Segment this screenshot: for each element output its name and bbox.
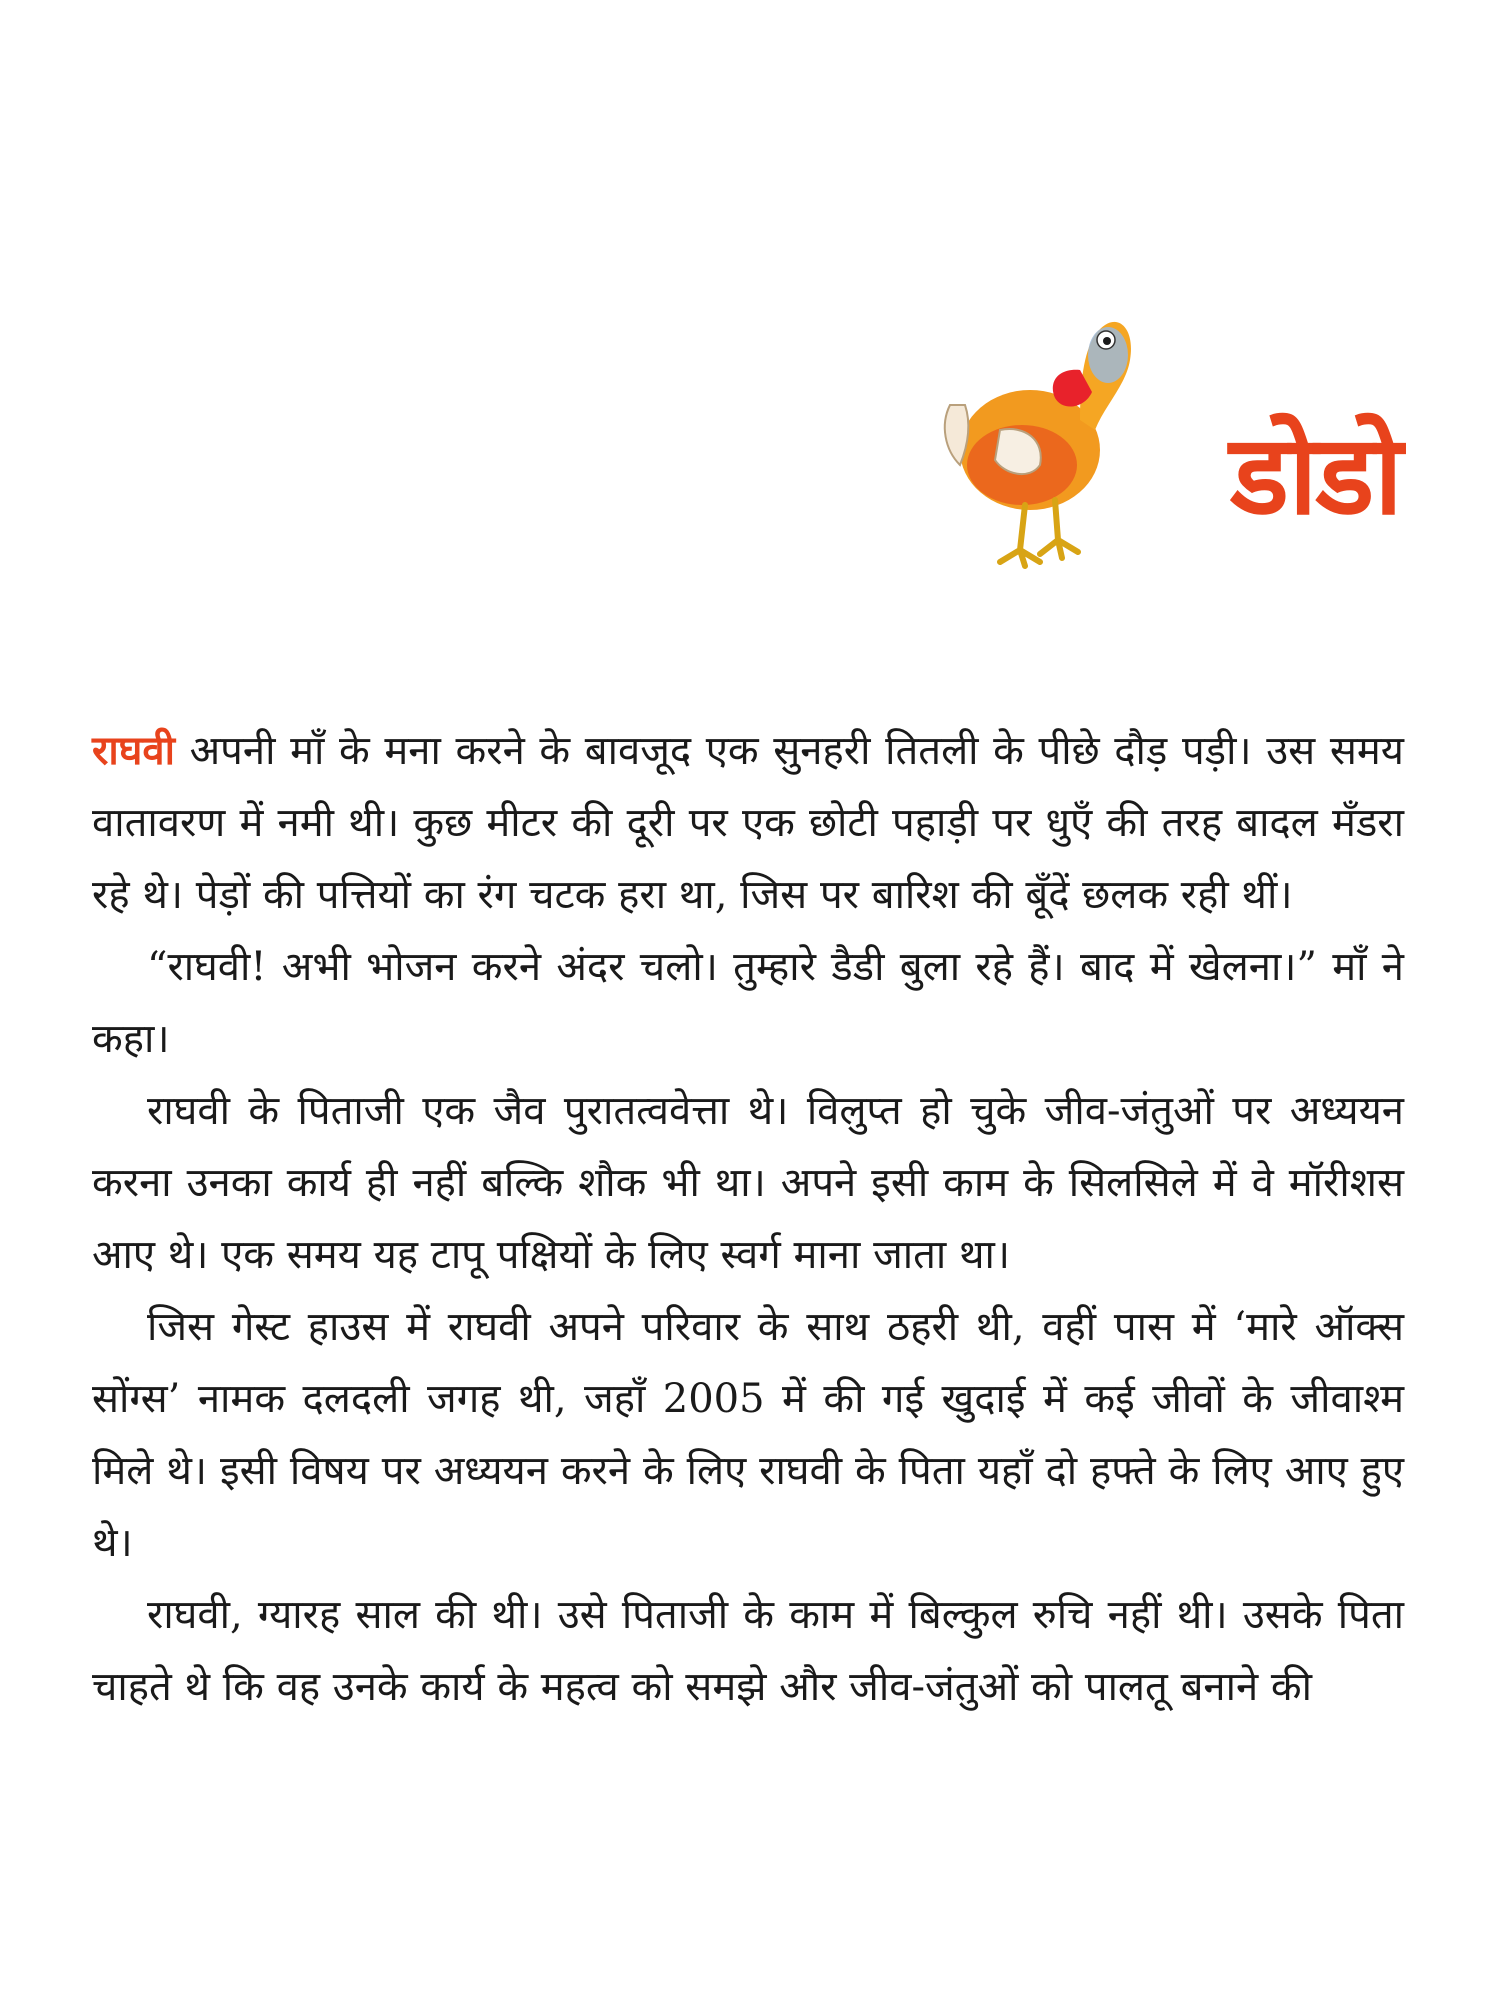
paragraph: राघवी के पिताजी एक जैव पुरातत्ववेत्ता थे। विलुप्त हो चुके जीव-जंतुओं पर अध्ययन करना उनका कार्य ही नहीं बल्कि शौक भी था। अपने इसी काम के सिलसिले में वे मॉरीशस आए थे। एक समय यह टापू पक्षियों के लिए स्वर्ग माना जाता था।: [92, 1088, 1404, 1278]
page-title: डोडो: [1230, 411, 1401, 539]
paragraph: [92, 715, 1404, 931]
paragraph: राघवी, ग्यारह साल की थी। उसे पिताजी के काम में बिल्कुल रुचि नहीं थी। उसके पिता चाहते थे कि वह उनके कार्य के महत्व को समझे और जीव-जंतुओं को पालतू बनाने की: [92, 1592, 1404, 1710]
dodo-bird-icon: [930, 300, 1150, 580]
paragraph: “राघवी! अभी भोजन करने अंदर चलो। तुम्हारे डैडी बुला रहे हैं। बाद में खेलना।” माँ ने कहा।: [92, 944, 1404, 1062]
paragraph: जिस गेस्ट हाउस में राघवी अपने परिवार के साथ ठहरी थी, वहीं पास में ‘मारे ऑक्स सोंग्स’ नामक दलदली जगह थी, जहाँ 2005 में की गई खुदाई में कई जीवों के जीवाश्म मिले थे। इसी विषय पर अध्ययन करने के लिए राघवी के पिता यहाँ दो हफ्ते के लिए आए हुए थे।: [92, 1304, 1404, 1566]
story-text: [92, 715, 1404, 1723]
page-header: [930, 300, 1430, 600]
paragraph-text: अपनी माँ के मना करने के बावजूद एक सुनहरी तितली के पीछे दौड़ पड़ी। उस समय वातावरण में नमी थी। कुछ मीटर की दूरी पर एक छोटी पहाड़ी पर धुएँ की तरह बादल मँडरा रहे थे। पेड़ों की पत्तियों का रंग चटक हरा था, जिस पर बारिश की बूँदें छलक रही थीं।: [92, 728, 1404, 918]
lead-name: राघवी: [92, 728, 175, 774]
